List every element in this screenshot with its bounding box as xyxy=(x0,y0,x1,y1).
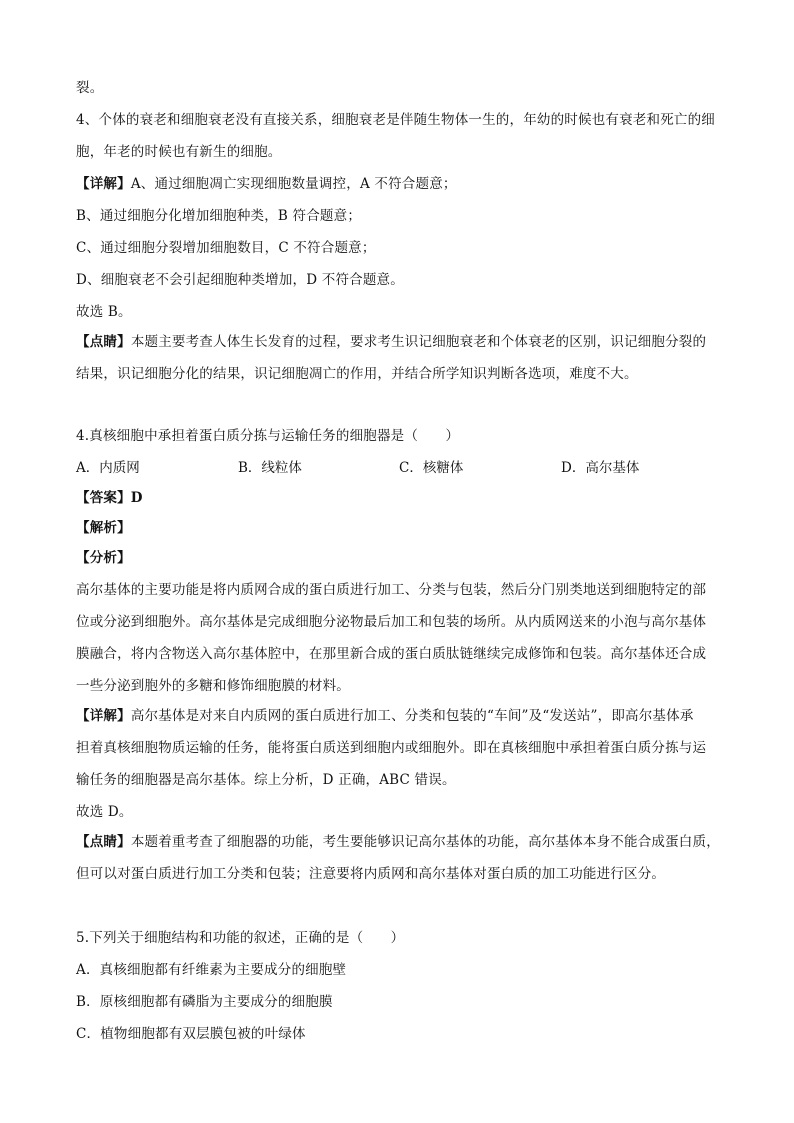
detail-a-text: A、通过细胞凋亡实现细胞数量调控，A 不符合题意； xyxy=(130,176,457,192)
prev-choose: 故选 B。 xyxy=(76,304,132,320)
q4-fenxi-tag: 【分析】 xyxy=(76,550,131,566)
q4-answer: 【答案】D xyxy=(76,490,143,506)
q4-comment-line1 xyxy=(76,832,720,852)
prev-detail-a xyxy=(76,174,457,194)
q5-option-c: C．植物细胞都有双层膜包被的叶绿体 xyxy=(76,1026,306,1042)
q4-detail-line2: 担着真核细胞物质运输的任务，能将蛋白质送到细胞内或细胞外。即在真核细胞中承担着蛋白质分拣与运 xyxy=(76,740,707,756)
q4-option-a: A．内质网 xyxy=(76,460,140,476)
prev-comment-line1 xyxy=(76,332,706,352)
q4-detail-tag: 【详解】 xyxy=(76,708,131,724)
q4-comment-tag: 【点睛】 xyxy=(76,834,131,850)
prev-point4-line1: 4、个体的衰老和细胞衰老没有直接关系，细胞衰老是伴随生物体一生的，年幼的时候也有衰老和死亡的细 xyxy=(76,112,715,128)
prev-continuation: 裂。 xyxy=(76,80,104,96)
q4-fenxi-line1: 高尔基体的主要功能是将内质网合成的蛋白质进行加工、分类与包装，然后分门别类地送到细胞特定的部 xyxy=(76,582,707,598)
q5-stem: 5.下列关于细胞结构和功能的叙述，正确的是（ ） xyxy=(76,930,405,946)
q4-comment-line2: 但可以对蛋白质进行加工分类和包装；注意要将内质网和高尔基体对蛋白质的加工功能进行区分。 xyxy=(76,866,666,882)
prev-detail-d: D、细胞衰老不会引起细胞种类增加，D 不符合题意。 xyxy=(76,272,404,288)
q4-fenxi-line3: 膜融合，将内含物送入高尔基体腔中，在那里新合成的蛋白质肽链继续完成修饰和包装。高尔基体还合成 xyxy=(76,646,707,662)
q4-choose: 故选 D。 xyxy=(76,804,133,820)
q5-option-b: B．原核细胞都有磷脂为主要成分的细胞膜 xyxy=(76,994,333,1010)
q4-analysis-tag: 【解析】 xyxy=(76,520,131,536)
prev-comment-line2: 结果，识记细胞分化的结果，识记细胞凋亡的作用，并结合所学知识判断各选项，难度不大。 xyxy=(76,366,638,382)
q4-fenxi-line4: 一些分泌到胞外的多糖和修饰细胞膜的材料。 xyxy=(76,678,350,694)
comment-tag: 【点睛】 xyxy=(76,334,131,350)
q4-stem: 4.真核细胞中承担着蛋白质分拣与运输任务的细胞器是（ ） xyxy=(76,428,460,444)
detail-tag: 【详解】 xyxy=(76,176,131,192)
q4-option-c: C．核糖体 xyxy=(399,460,464,476)
prev-detail-c: C、通过细胞分裂增加细胞数目，C 不符合题意； xyxy=(76,240,376,256)
q5-option-a: A．真核细胞都有纤维素为主要成分的细胞壁 xyxy=(76,962,347,978)
prev-detail-b: B、通过细胞分化增加细胞种类，B 符合题意； xyxy=(76,208,362,224)
q4-fenxi-line2: 位或分泌到细胞外。高尔基体是完成细胞分泌物最后加工和包装的场所。从内质网送来的小泡与高尔基体 xyxy=(76,614,707,630)
q4-detail-line3: 输任务的细胞器是高尔基体。综上分析，D 正确，ABC 错误。 xyxy=(76,772,456,788)
comment-l1-text: 本题主要考查人体生长发育的过程，要求考生识记细胞衰老和个体衰老的区别，识记细胞分裂的 xyxy=(130,334,707,350)
prev-point4-line2: 胞，年老的时候也有新生的细胞。 xyxy=(76,144,282,160)
q4-detail-line1 xyxy=(76,706,694,726)
q4-option-d: D．高尔基体 xyxy=(561,460,640,476)
q4-comment-l1-text: 本题着重考查了细胞器的功能，考生要能够识记高尔基体的功能，高尔基体本身不能合成蛋白质， xyxy=(130,834,720,850)
q4-detail-l1-text: 高尔基体是对来自内质网的蛋白质进行加工、分类和包装的“车间”及“发送站”，即高尔基体承 xyxy=(130,708,694,724)
q4-option-b: B．线粒体 xyxy=(238,460,302,476)
